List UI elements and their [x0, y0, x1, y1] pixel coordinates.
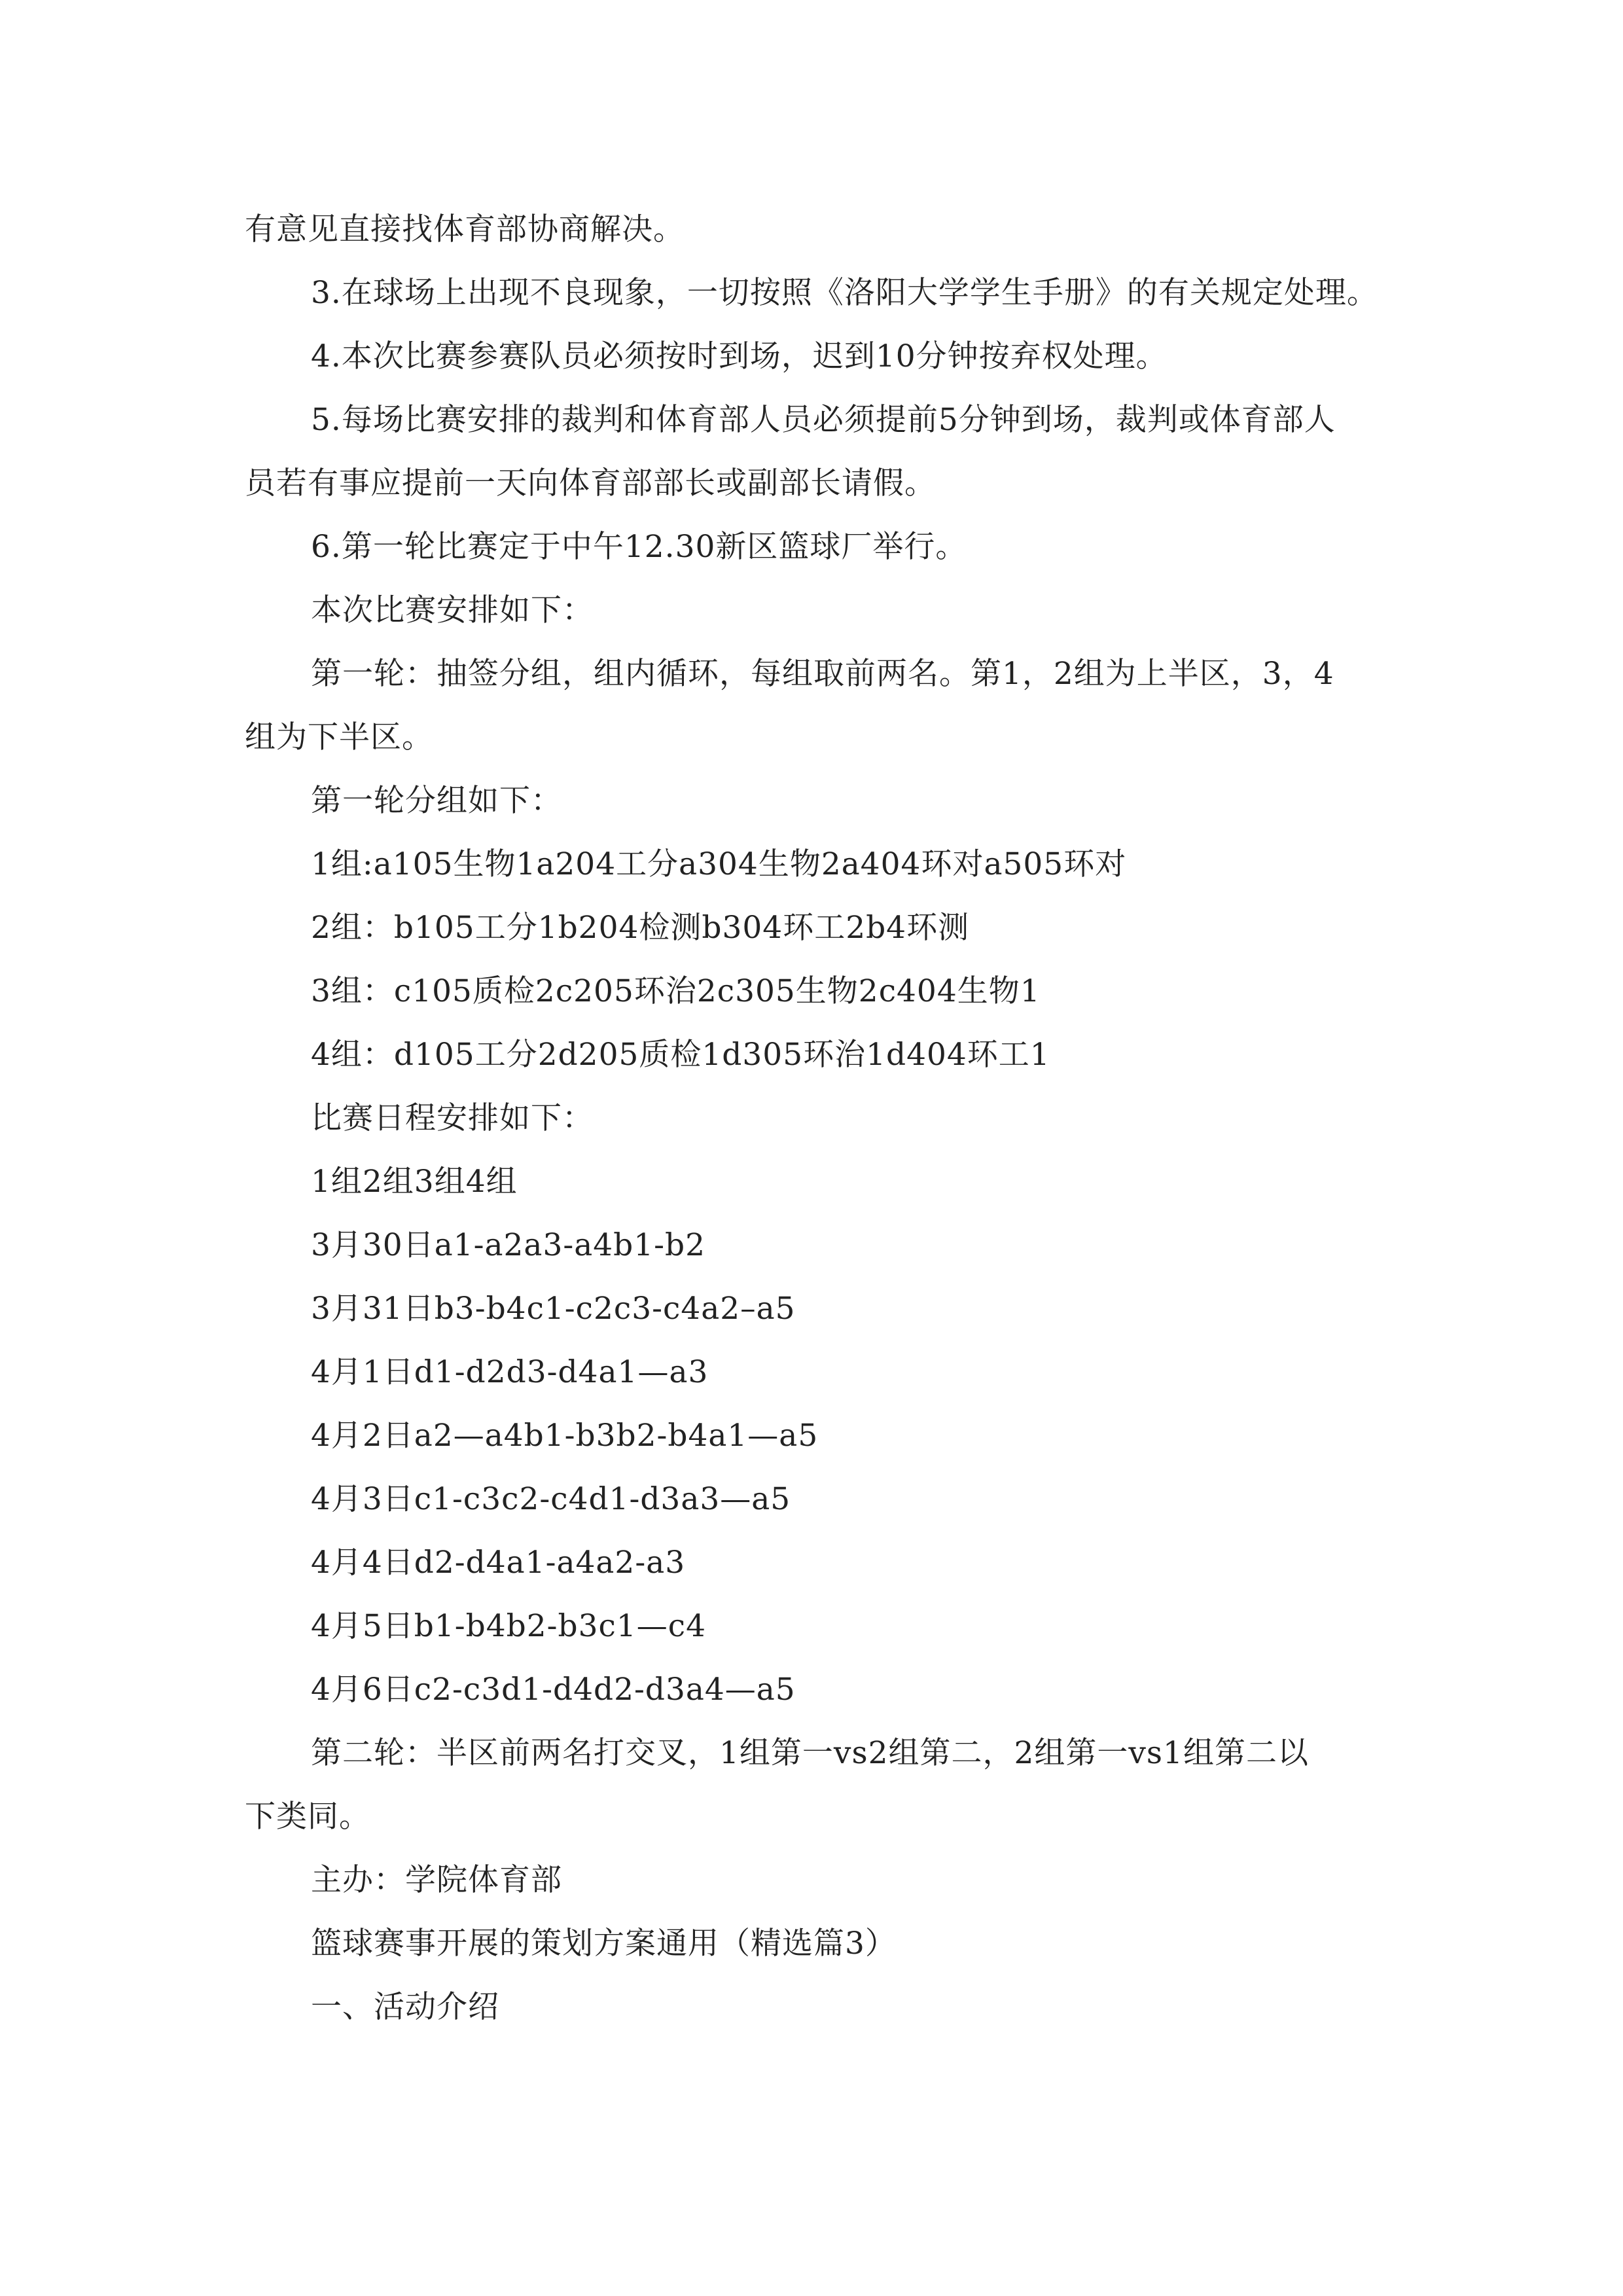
paragraph-line-9: 组为下半区。	[245, 719, 433, 755]
paragraph-line-1: 有意见直接找体育部协商解决。	[245, 211, 685, 247]
paragraph-line-16: 1组2组3组4组	[311, 1164, 518, 1200]
paragraph-line-8: 第一轮：抽签分组，组内循环，每组取前两名。第1，2组为上半区，3，4	[311, 656, 1334, 692]
paragraph-line-14: 4组：d105工分2d205质检1d305环治1d404环工1	[311, 1037, 1050, 1073]
paragraph-line-12: 2组：b105工分1b204检测b304环工2b4环测	[311, 910, 970, 946]
paragraph-line-15: 比赛日程安排如下：	[311, 1100, 594, 1136]
paragraph-line-5: 员若有事应提前一天向体育部部长或副部长请假。	[245, 465, 936, 501]
paragraph-line-18: 3月31日b3-b4c1-c2c3-c4a2–a5	[311, 1291, 796, 1327]
paragraph-line-3: 4.本次比赛参赛队员必须按时到场，迟到10分钟按弃权处理。	[311, 338, 1168, 374]
paragraph-line-25: 第二轮：半区前两名打交叉，1组第一vs2组第二，2组第一vs1组第二以	[311, 1735, 1309, 1771]
paragraph-line-22: 4月4日d2-d4a1-a4a2-a3	[311, 1545, 686, 1581]
paragraph-line-11: 1组:a105生物1a204工分a304生物2a404环对a505环对	[311, 846, 1127, 882]
paragraph-line-29: 一、活动介绍	[311, 1989, 499, 2025]
paragraph-line-17: 3月30日a1-a2a3-a4b1-b2	[311, 1227, 706, 1263]
paragraph-line-20: 4月2日a2—a4b1-b3b2-b4a1—a5	[311, 1418, 819, 1454]
paragraph-line-23: 4月5日b1-b4b2-b3c1—c4	[311, 1608, 706, 1644]
paragraph-line-24: 4月6日c2-c3d1-d4d2-d3a4—a5	[311, 1672, 796, 1708]
paragraph-line-10: 第一轮分组如下：	[311, 783, 562, 819]
paragraph-line-13: 3组：c105质检2c205环治2c305生物2c404生物1	[311, 973, 1041, 1009]
paragraph-line-19: 4月1日d1-d2d3-d4a1—a3	[311, 1354, 709, 1390]
paragraph-line-21: 4月3日c1-c3c2-c4d1-d3a3—a5	[311, 1481, 791, 1517]
paragraph-line-6: 6.第一轮比赛定于中午12.30新区篮球厂举行。	[311, 529, 967, 565]
paragraph-line-26: 下类同。	[245, 1799, 370, 1835]
paragraph-line-7: 本次比赛安排如下：	[311, 592, 594, 628]
paragraph-line-27: 主办：学院体育部	[311, 1862, 562, 1898]
paragraph-line-4: 5.每场比赛安排的裁判和体育部人员必须提前5分钟到场，裁判或体育部人	[311, 402, 1336, 438]
paragraph-line-28: 篮球赛事开展的策划方案通用（精选篇3）	[311, 1926, 897, 1962]
paragraph-line-2: 3.在球场上出现不良现象，一切按照《洛阳大学学生手册》的有关规定处理。	[311, 275, 1378, 311]
